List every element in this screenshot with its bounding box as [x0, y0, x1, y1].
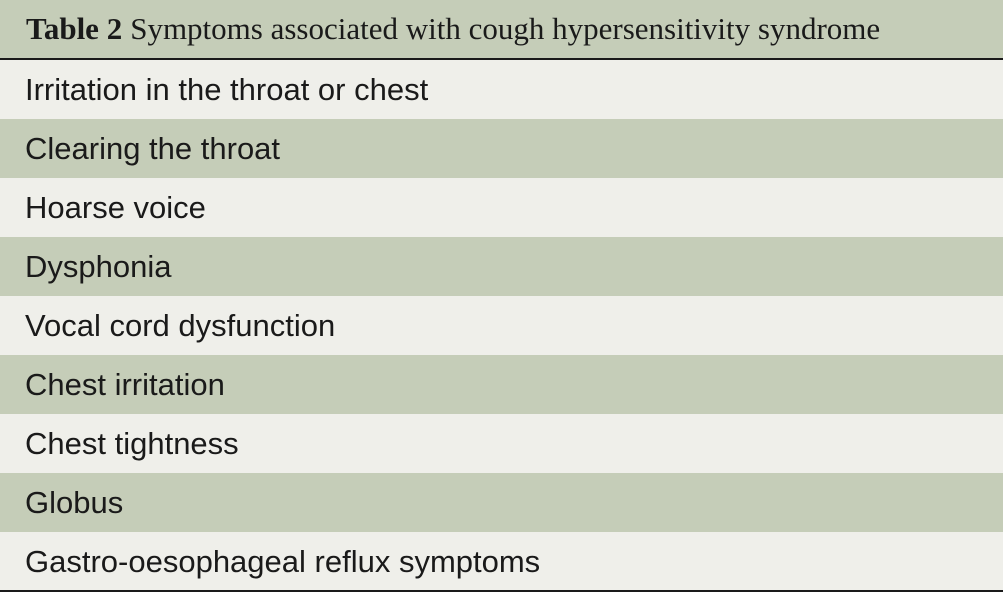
- table-row: Vocal cord dysfunction: [0, 296, 1003, 355]
- table-label: Table 2: [26, 11, 123, 46]
- table-row: Hoarse voice: [0, 178, 1003, 237]
- table-row: Gastro-oesophageal reflux symptoms: [0, 532, 1003, 591]
- table-caption: [0, 0, 1003, 58]
- table-row: Dysphonia: [0, 237, 1003, 296]
- table-title: Symptoms associated with cough hypersensitivity syndrome: [130, 11, 881, 46]
- table-row: Chest irritation: [0, 355, 1003, 414]
- table-row: Clearing the throat: [0, 119, 1003, 178]
- table-body: [0, 60, 1003, 591]
- table-row: Globus: [0, 473, 1003, 532]
- table-row: Irritation in the throat or chest: [0, 60, 1003, 119]
- table-row: Chest tightness: [0, 414, 1003, 473]
